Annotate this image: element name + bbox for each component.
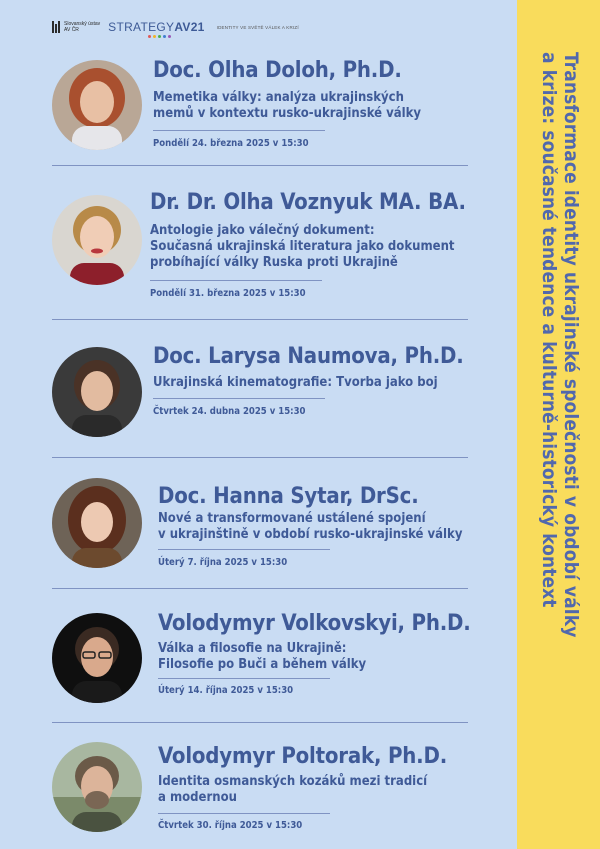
talk-rule — [150, 280, 322, 281]
speaker-name: Doc. Larysa Naumova, Ph.D. — [153, 344, 464, 369]
speaker-photo-volodymyr-poltorak — [52, 742, 142, 832]
talk-title: Memetika války: analýza ukrajinských memů v kontextu rusko-ukrajinské války — [153, 90, 422, 121]
talk-rule — [153, 398, 325, 399]
talk-date: Čtvrtek 24. dubna 2025 v 15:30 — [153, 406, 306, 417]
speaker-name: Doc. Hanna Sytar, DrSc. — [158, 484, 419, 509]
speaker-photo-olha-doloh — [52, 60, 142, 150]
header — [52, 16, 299, 38]
section-divider — [52, 722, 468, 723]
institute-logo — [52, 21, 100, 33]
talk-rule — [153, 130, 325, 131]
talk-rule — [158, 678, 330, 679]
section-divider — [52, 457, 468, 458]
section-divider — [52, 165, 468, 166]
speaker-photo-larysa-naumova — [52, 347, 142, 437]
talk-date: Úterý 7. října 2025 v 15:30 — [158, 557, 288, 568]
series-title-sidebar — [517, 0, 600, 849]
strategy-brand — [108, 20, 205, 34]
brand-dots-icon — [148, 35, 171, 38]
talk-date: Pondělí 31. března 2025 v 15:30 — [150, 288, 306, 299]
institute-mark-icon — [52, 21, 60, 33]
talk-title: Identita osmanských kozáků mezi tradicí a modernou — [158, 774, 428, 805]
section-divider — [52, 319, 468, 320]
section-divider — [52, 588, 468, 589]
talk-title: Antologie jako válečný dokument: Současná ukrajinská literatura jako dokument probíhající války Ruska proti Ukrajině — [150, 223, 455, 270]
brand-prefix: STRATEGY — [108, 20, 175, 34]
talk-date: Úterý 14. října 2025 v 15:30 — [158, 685, 294, 696]
talk-date: Pondělí 24. března 2025 v 15:30 — [153, 138, 309, 149]
talk-rule — [158, 813, 330, 814]
talk-rule — [158, 549, 330, 550]
speaker-name: Volodymyr Poltorak, Ph.D. — [158, 744, 448, 769]
speaker-photo-olha-voznyuk — [52, 195, 142, 285]
brand-suffix: AV21 — [174, 20, 205, 34]
institute-name: Slovanský ústav AV ČR — [64, 21, 101, 33]
speaker-name: Dr. Dr. Olha Voznyuk MA. BA. — [150, 190, 466, 215]
speaker-name: Volodymyr Volkovskyi, Ph.D. — [158, 611, 471, 636]
talk-title: Nové a transformované ustálené spojení v ukrajinštině v období rusko-ukrajinské války — [158, 511, 463, 542]
series-title: Transformace identity ukrajinské společnosti v období války a krize: současné tendence a kulturně-historický kontext — [538, 52, 582, 638]
tagline: IDENTITY VE SVĚTĚ VÁLEK A KRIZÍ — [216, 24, 299, 30]
speaker-photo-hanna-sytar — [52, 478, 142, 568]
speaker-photo-volodymyr-volkovskyi — [52, 613, 142, 703]
talk-date: Čtvrtek 30. října 2025 v 15:30 — [158, 820, 303, 831]
speaker-name: Doc. Olha Doloh, Ph.D. — [153, 58, 402, 83]
talk-title: Ukrajinská kinematografie: Tvorba jako boj — [153, 375, 438, 390]
talk-title: Válka a filosofie na Ukrajině: Filosofie po Buči a během války — [158, 641, 367, 672]
